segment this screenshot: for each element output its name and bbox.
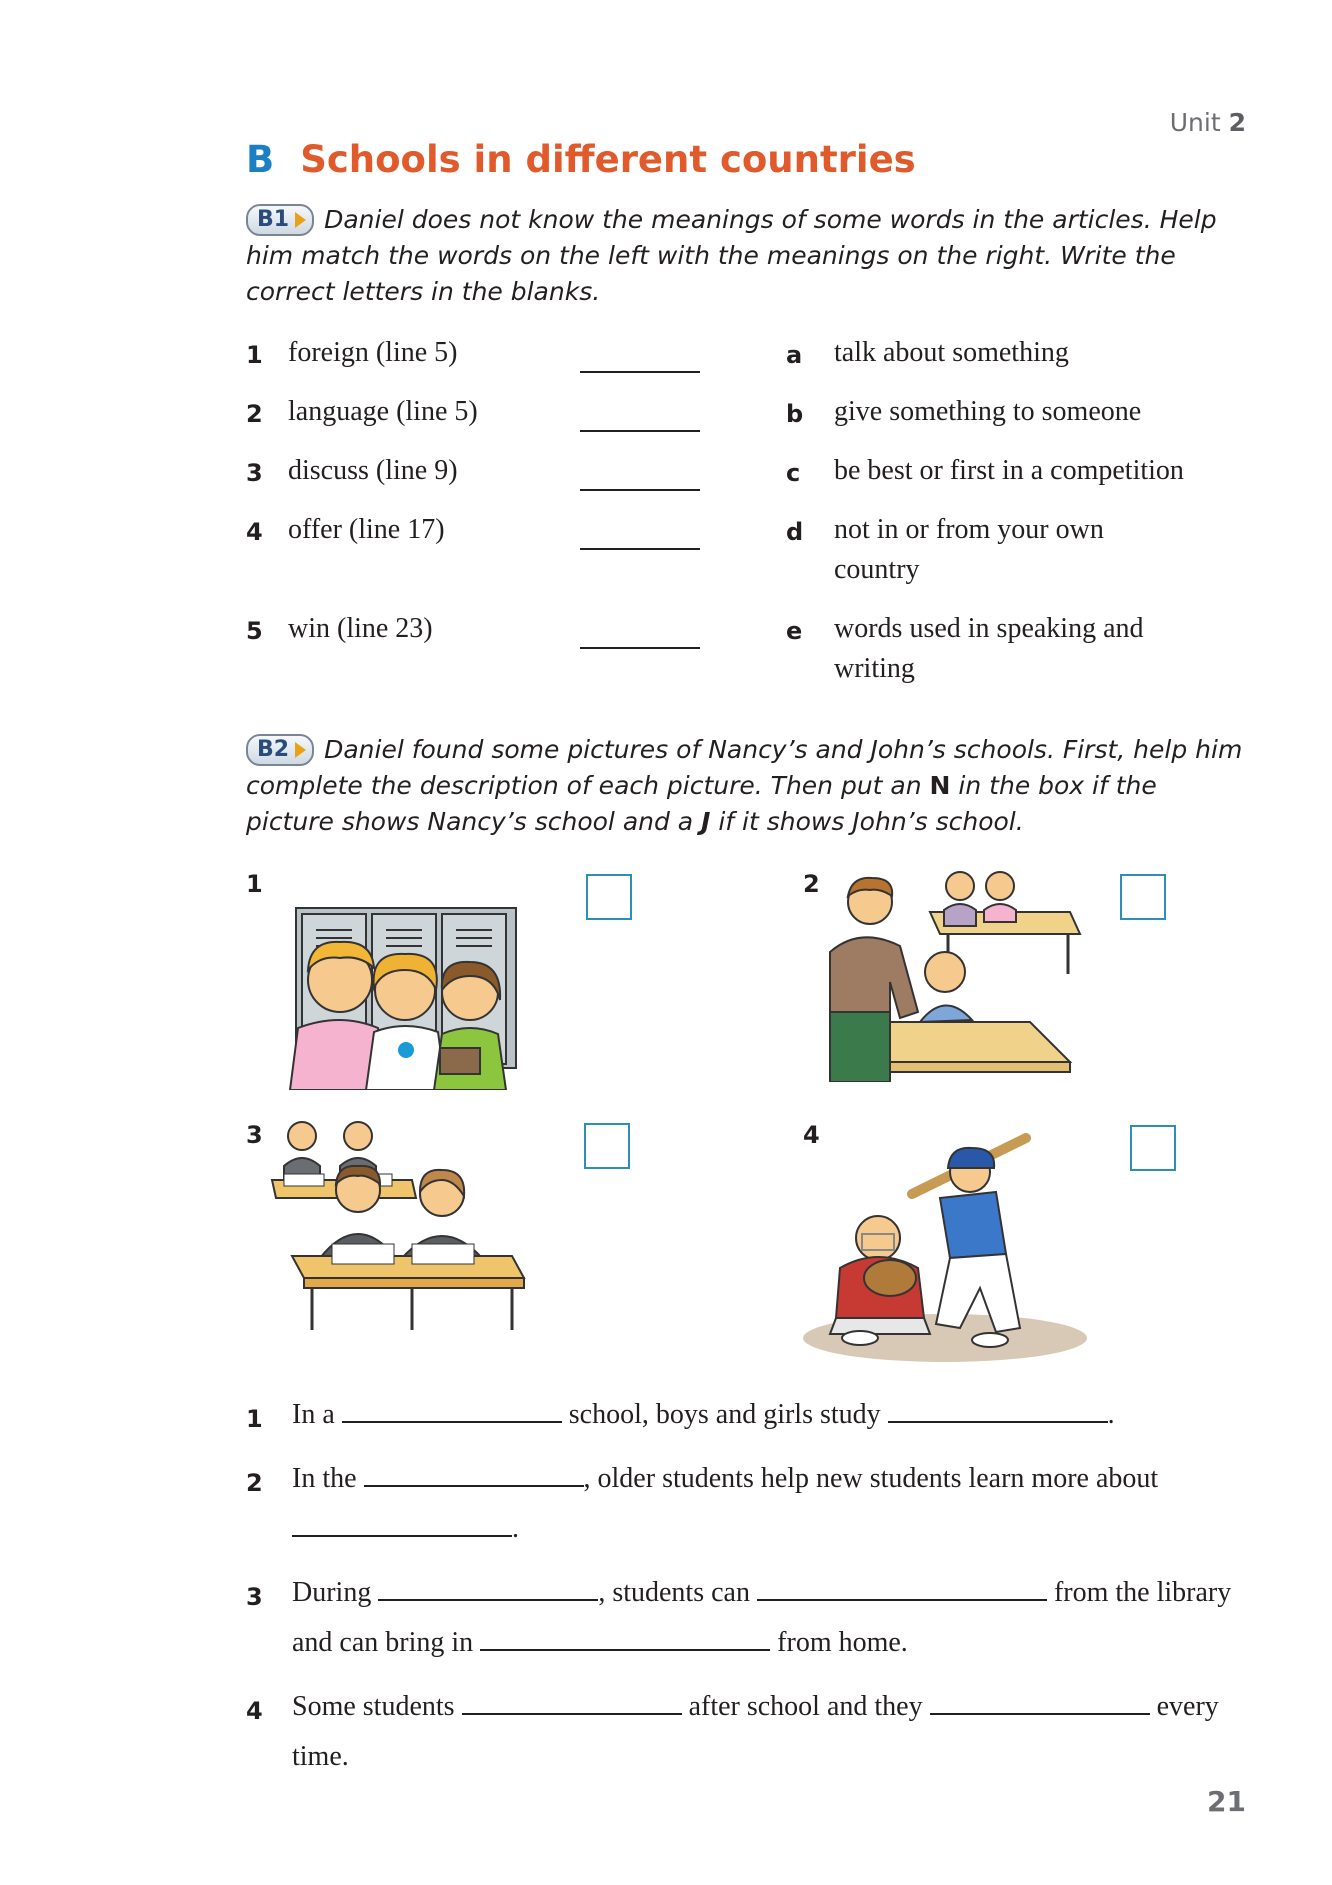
match-word: foreign (line 5) [288, 337, 458, 368]
answer-box[interactable] [586, 874, 632, 920]
section-letter: B [246, 138, 275, 181]
lockers-students-illustration [270, 900, 530, 1090]
section-title [246, 138, 916, 181]
match-meaning: be best or first in a competition [834, 455, 1184, 486]
match-meaning: not in or from your own country [834, 514, 1104, 585]
answer-blank[interactable] [462, 1687, 682, 1715]
match-word: discuss (line 9) [288, 455, 458, 486]
answer-box[interactable] [1120, 874, 1166, 920]
unit-label: Unit 2 [1169, 108, 1246, 137]
match-row: 3 discuss (line 9) c be best or first in a competition [246, 455, 1246, 505]
play-triangle-icon [295, 742, 306, 758]
unit-number: 2 [1228, 108, 1246, 137]
answer-blank[interactable] [364, 1459, 584, 1487]
match-row: 2 language (line 5) b give something to someone [246, 396, 1246, 446]
answer-blank[interactable] [580, 371, 700, 373]
b2-instruction: B2 Daniel found some pictures of Nancy’s and John’s schools. First, help him complete the description of each picture. Then put an N in the box if the picture shows Nancy’s school and a J if it shows John’s school. [246, 735, 1243, 836]
sentence-row: 4 Some students after school and they every time. [246, 1682, 1246, 1782]
answer-blank[interactable] [480, 1623, 770, 1651]
picture-number: 3 [246, 1121, 263, 1149]
answer-blank[interactable] [757, 1573, 1047, 1601]
match-row: 5 win (line 23) e words used in speaking and writing [246, 613, 1246, 703]
section-heading: Schools in different countries [300, 138, 916, 181]
answer-blank[interactable] [292, 1509, 512, 1537]
sentence-row: 2 In the , older students help new students learn more about . [246, 1454, 1246, 1554]
match-row: 4 offer (line 17) d not in or from your own country [246, 514, 1246, 604]
match-word: win (line 23) [288, 613, 433, 644]
answer-blank[interactable] [580, 489, 700, 491]
match-row: 1 foreign (line 5) a talk about something [246, 337, 1246, 387]
answer-blank[interactable] [888, 1395, 1108, 1423]
page-number: 21 [1207, 1785, 1246, 1818]
picture-number: 2 [803, 870, 820, 898]
answer-blank[interactable] [378, 1573, 598, 1601]
answer-box[interactable] [584, 1123, 630, 1169]
teacher-desks-illustration [800, 862, 1090, 1082]
picture-number: 1 [246, 870, 263, 898]
answer-blank[interactable] [580, 548, 700, 550]
match-meaning: talk about something [834, 337, 1069, 368]
match-meaning: give something to someone [834, 396, 1142, 427]
answer-blank[interactable] [580, 647, 700, 649]
play-triangle-icon [295, 212, 306, 228]
b2-badge: B2 [246, 734, 314, 766]
baseball-illustration [800, 1128, 1090, 1368]
picture-number: 4 [803, 1121, 820, 1149]
answer-box[interactable] [1130, 1125, 1176, 1171]
sentence-row: 1 In a school, boys and girls study . [246, 1390, 1246, 1440]
answer-blank[interactable] [580, 430, 700, 432]
sentence-row: 3 During , students can from the library and can bring in from home. [246, 1568, 1246, 1668]
match-word: offer (line 17) [288, 514, 445, 545]
match-word: language (line 5) [288, 396, 478, 427]
match-meaning: words used in speaking and writing [834, 613, 1144, 684]
uniform-students-classroom-illustration [262, 1118, 542, 1338]
answer-blank[interactable] [930, 1687, 1150, 1715]
answer-blank[interactable] [342, 1395, 562, 1423]
b1-instruction: B1 Daniel does not know the meanings of some words in the articles. Help him match the words on the left with the meanings on the right. Write the correct letters in the blanks. [246, 205, 1217, 306]
b1-badge: B1 [246, 204, 314, 236]
